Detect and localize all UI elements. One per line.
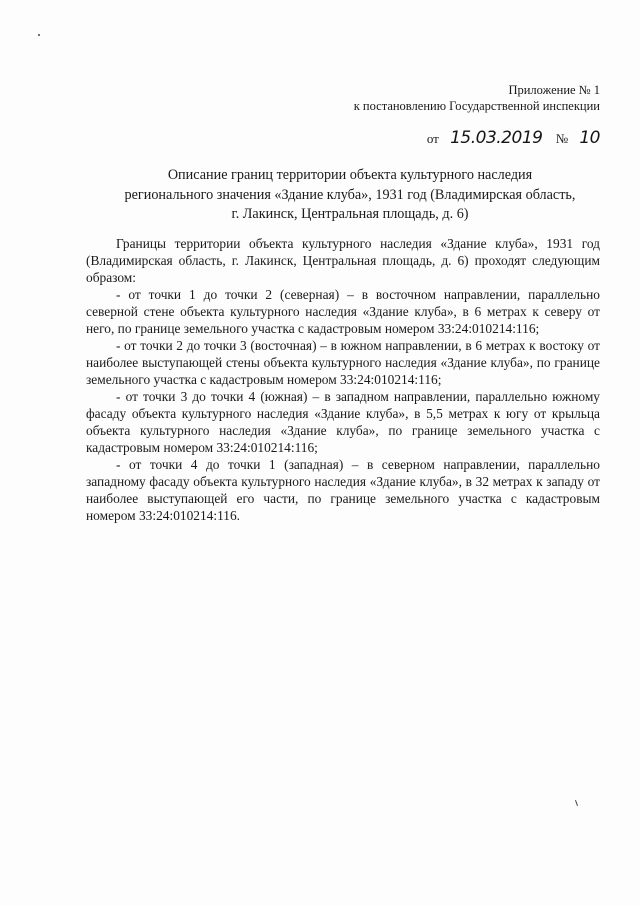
scan-speck [575,800,578,806]
boundary-item-east: - от точки 2 до точки 3 (восточная) – в южном направлении, в 6 метрах к востоку от наиболее выступающей стены объекта культурного наследия «Здание клуба», по границе земельного участка с кадастровым номером 33:24:010214:116; [86,338,600,387]
title-line-3: г. Лакинск, Центральная площадь, д. 6) [231,206,469,222]
from-label: от [426,131,439,146]
boundary-item-south: - от точки 3 до точки 4 (южная) – в западном направлении, параллельно южному фасаду объекта культурного наследия «Здание клуба», в 5,5 метрах к югу от крыльца объекта культурного наследия «Здание клуба», по границе земельного участка с кадастровым номером 33:24:010214:116; [86,389,600,455]
document-body [86,235,600,524]
handwritten-number: 10 [579,128,600,148]
resolution-reference: к постановлению Государственной инспекции [353,99,600,113]
boundary-item-north: - от точки 1 до точки 2 (северная) – в восточном направлении, параллельно северной стене объекта культурного наследия «Здание клуба», в 6 метрах к северу от него, по границе земельного участка с кадастровым номером 33:24:010214:116; [86,287,600,336]
appendix-header [354,82,600,149]
boundary-item-west: - от точки 4 до точки 1 (западная) – в северном направлении, параллельно западному фасаду объекта культурного наследия «Здание клуба», в 32 метрах к западу от наиболее выступающей его части, по границе земельного участка с кадастровым номером 33:24:010214:116. [86,457,600,523]
scan-speck [38,34,40,36]
number-label: № [555,131,569,146]
title-line-1: Описание границ территории объекта культурного наследия [167,167,533,183]
title-line-2: регионального значения «Здание клуба», 1931 год (Владимирская область, [124,186,576,203]
handwritten-date: 15.03.2019 [450,128,543,148]
intro-paragraph: Границы территории объекта культурного наследия «Здание клуба», 1931 год (Владимирская область, г. Лакинск, Центральная площадь, д. 6) проходят следующим образом: [86,236,600,285]
appendix-label: Приложение № 1 [508,83,600,97]
document-title [80,166,620,225]
date-number-line [354,128,600,149]
